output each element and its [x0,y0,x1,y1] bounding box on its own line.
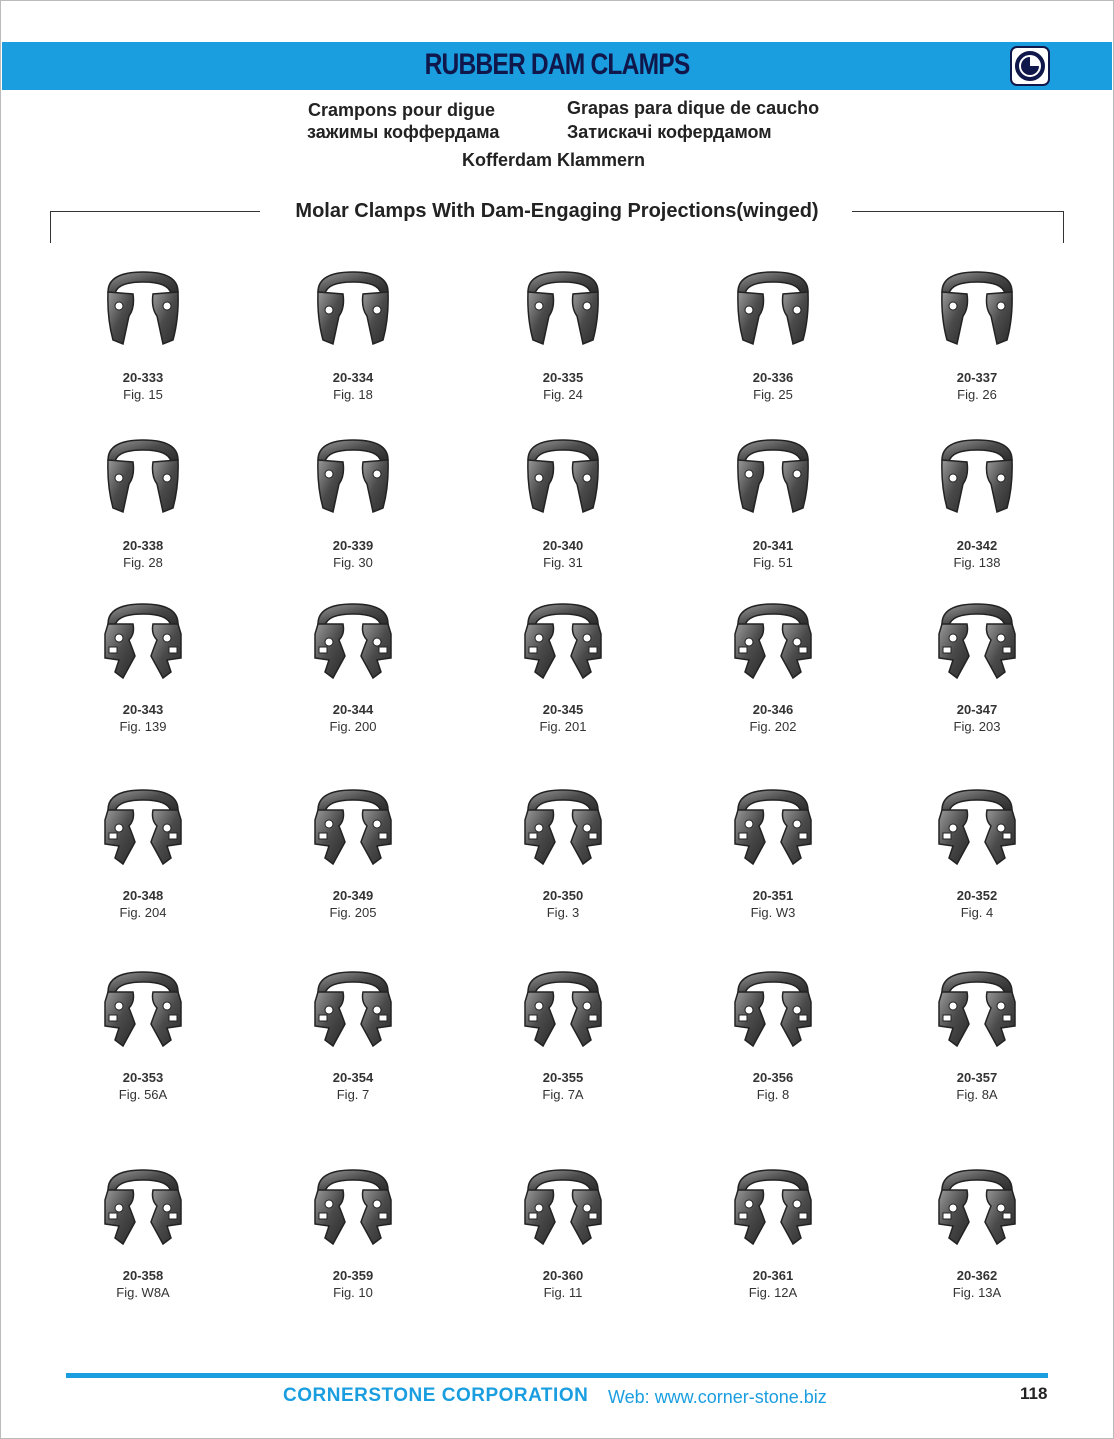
clamp-item [698,1160,848,1300]
clamp-figure-label: Fig. 205 [329,905,377,920]
clamp-figure-label: Fig. 8 [756,1087,790,1102]
clamp-item [488,594,638,734]
clamp-code: 20-341 [752,538,794,553]
clamp-image [927,962,1027,1062]
clamp-image [93,594,193,694]
clamp-image [93,780,193,880]
clamp-figure-label: Fig. 202 [749,719,797,734]
clamp-image [927,430,1027,530]
footer-company: CORNERSTONE CORPORATION [283,1385,589,1406]
clamp-figure-label: Fig. 204 [119,905,167,920]
page-number: 118 [1020,1384,1048,1403]
clamp-image [723,430,823,530]
clamp-image [93,262,193,362]
clamp-item [278,780,428,920]
clamp-code: 20-349 [332,888,374,903]
clamp-figure-label: Fig. 26 [957,387,997,402]
clamp-figure-label: Fig. 7 [336,1087,370,1102]
clamp-item [278,1160,428,1300]
clamp-image [513,780,613,880]
clamp-code: 20-335 [542,370,584,385]
clamp-code: 20-344 [332,702,374,717]
clamp-item [278,262,428,402]
clamp-code: 20-333 [122,370,164,385]
clamp-image [303,1160,403,1260]
clamp-code: 20-361 [752,1268,794,1283]
clamp-code: 20-359 [332,1268,374,1283]
subtitle-spanish: Grapas para dique de caucho [567,98,820,118]
subtitle-russian: зажимы коффердама [307,122,500,142]
clamp-item [68,962,218,1102]
clamp-item [698,262,848,402]
clamp-figure-label: Fig. W3 [750,905,796,920]
page-title: RUBBER DAM CLAMPS [424,48,690,81]
clamp-code: 20-353 [122,1070,164,1085]
clamp-code: 20-362 [956,1268,998,1283]
clamp-image [303,780,403,880]
clamp-code: 20-348 [122,888,164,903]
clamp-code: 20-339 [332,538,374,553]
clamp-item [278,962,428,1102]
clamp-code: 20-355 [542,1070,584,1085]
clamp-code: 20-360 [542,1268,584,1283]
clamp-figure-label: Fig. 15 [123,387,163,402]
clamp-figure-label: Fig. 4 [960,905,994,920]
clamp-code: 20-347 [956,702,998,717]
clamp-figure-label: Fig. 10 [333,1285,373,1300]
subtitle-ukrainian: Затискачі кофердамом [567,122,772,142]
clamp-code: 20-336 [752,370,794,385]
clamp-code: 20-354 [332,1070,374,1085]
clamp-image [723,780,823,880]
clamp-image [513,262,613,362]
clamp-figure-label: Fig. 18 [333,387,373,402]
clamp-image [513,962,613,1062]
clamp-image [303,262,403,362]
subtitle-german: Kofferdam Klammern [462,150,646,170]
clamp-item [698,780,848,920]
clamp-code: 20-334 [332,370,374,385]
clamp-figure-label: Fig. 7A [542,1087,584,1102]
clamp-code: 20-357 [956,1070,998,1085]
clamp-image [513,1160,613,1260]
clamp-figure-label: Fig. W8A [116,1285,170,1300]
clamp-item [68,780,218,920]
clamp-figure-label: Fig. 8A [956,1087,998,1102]
clamp-image [93,962,193,1062]
clamp-image [303,594,403,694]
clamp-code: 20-345 [542,702,584,717]
clamp-figure-label: Fig. 13A [952,1285,1002,1300]
subtitle-french: Crampons pour digue [308,100,496,120]
clamp-code: 20-351 [752,888,794,903]
clamp-item [698,430,848,570]
clamp-image [927,1160,1027,1260]
clamp-figure-label: Fig. 139 [119,719,167,734]
clamp-item [68,1160,218,1300]
clamp-image [303,430,403,530]
clamp-item [278,430,428,570]
clamp-figure-label: Fig. 200 [329,719,377,734]
clamp-item [488,1160,638,1300]
clamp-figure-label: Fig. 201 [539,719,587,734]
clamp-image [723,1160,823,1260]
clamp-figure-label: Fig. 31 [543,555,583,570]
clamp-image [93,430,193,530]
clamp-figure-label: Fig. 25 [753,387,793,402]
clamp-figure-label: Fig. 11 [543,1285,583,1300]
clamp-image [303,962,403,1062]
section-title: Molar Clamps With Dam-Engaging Projections(winged) [295,200,819,222]
clamp-item [902,1160,1052,1300]
clamp-item [488,262,638,402]
clamp-image [723,594,823,694]
clamp-item [68,430,218,570]
clamp-figure-label: Fig. 24 [543,387,583,402]
footer-rule [66,1373,1048,1378]
clamp-item [902,594,1052,734]
clamp-image [723,262,823,362]
clamp-item [68,594,218,734]
clamp-item [902,962,1052,1102]
clamp-code: 20-342 [956,538,998,553]
clamp-image [513,594,613,694]
clamp-item [902,262,1052,402]
clamp-item [902,780,1052,920]
clamp-code: 20-346 [752,702,794,717]
clamp-figure-label: Fig. 12A [748,1285,798,1300]
clamp-image [927,780,1027,880]
clamp-item [488,962,638,1102]
clamp-code: 20-337 [956,370,998,385]
clamp-item [902,430,1052,570]
clamp-image [723,962,823,1062]
clamp-code: 20-340 [542,538,584,553]
clamp-code: 20-350 [542,888,584,903]
clamp-code: 20-338 [122,538,164,553]
clamp-image [93,1160,193,1260]
clamp-image [927,262,1027,362]
clamp-figure-label: Fig. 3 [546,905,580,920]
cornerstone-logo-icon [1010,46,1050,86]
clamp-figure-label: Fig. 28 [123,555,163,570]
clamp-item [68,262,218,402]
title-banner [2,42,1112,90]
clamp-figure-label: Fig. 203 [953,719,1001,734]
footer-website[interactable]: Web: www.corner-stone.biz [608,1387,827,1407]
clamp-item [488,780,638,920]
clamp-image [927,594,1027,694]
clamp-figure-label: Fig. 138 [953,555,1001,570]
clamp-code: 20-352 [956,888,998,903]
clamp-code: 20-356 [752,1070,794,1085]
clamp-item [488,430,638,570]
clamp-figure-label: Fig. 30 [333,555,373,570]
clamp-image [513,430,613,530]
clamp-item [278,594,428,734]
clamp-item [698,594,848,734]
clamp-code: 20-358 [122,1268,164,1283]
clamp-item [698,962,848,1102]
clamp-code: 20-343 [122,702,164,717]
clamp-figure-label: Fig. 51 [753,555,793,570]
clamp-figure-label: Fig. 56A [118,1087,168,1102]
